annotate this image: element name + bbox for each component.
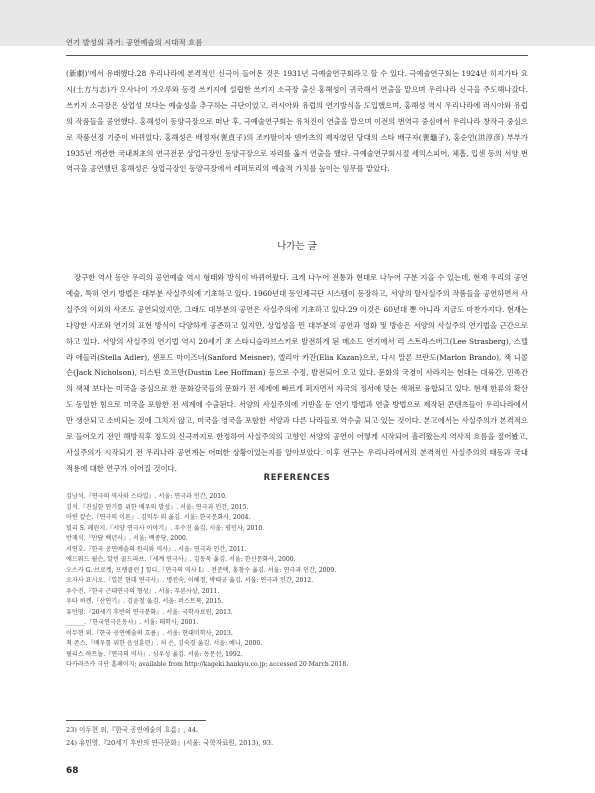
reference-item: 필리스 하트놀.『연극의 역사』. 심우성 옮김. 서울: 동문선, 1992.	[66, 650, 243, 658]
reference-item: 김남석.『연극의 역사와 스타일』. 서울: 연극과 인간, 2010.	[66, 493, 227, 500]
reference-item: 서연호.『한국 공연예술의 원리와 역사』. 서울: 연극과 인간, 2011.	[66, 545, 247, 553]
page-number: 68	[66, 766, 79, 776]
reference-item: ______.『한국연극운동사』. 서울: 태학사, 2001.	[66, 619, 199, 626]
footnotes-list	[66, 724, 528, 749]
reference-item: 에드워드 윌슨, 알빈 골드파브.『세계 연극사』. 김동욱 옮김. 서울: 한신문화사, 2000.	[66, 556, 296, 563]
header-rule	[66, 55, 528, 56]
reference-item: 빌리 S. 페린지.『서양 연극사 이야기』. 우수진 옮김. 서울: 평민사, 2010.	[66, 524, 265, 532]
running-head: 연기 발성의 과거: 공연예술의 시대적 흐름	[66, 38, 203, 47]
reference-item: 다카라즈카 극단 홈페이지; available from http://kageki.hankyu.co.jp; accessed 20 March 2018.	[66, 661, 349, 668]
references-list	[66, 492, 528, 671]
reference-item: 유민영.『20세기 후반의 연극문화』. 서울: 국학자료원, 2013.	[66, 608, 233, 616]
references-heading: REFERENCES	[263, 472, 331, 482]
footnote-rule	[66, 720, 206, 721]
reference-item: 마빈 칼슨.『연극의 이론』. 김익두 외 옮김. 서울: 한국문화사, 2004.	[66, 514, 251, 521]
reference-item: 반재식.『만담 백년사』. 서울: 백중당, 2000.	[66, 535, 188, 542]
section-title: 나가는 글	[277, 241, 317, 252]
reference-item: 오자사 요시오.『일본 현대 연극사』. 명진숙, 이혜정, 박태규 옮김. 서울: 연극과 인간, 2012.	[66, 577, 314, 584]
body-paragraph-2: 장구한 역사 동안 우리의 공연예술 역시 형태와 방식이 바뀌어왔다. 크게 나누어 전통과 현대로 나누어 구분 지을 수 있는데, 현재 우리의 공연 예술, 특히 연기 방법은 대부분 사실주의에 기초하고 있다. 1960년대 동인제극단 시스템이 등장하고, 서양의 탈사실주의 작품들을 공연하면서 사실주의 이외의 사조도 공연되었지만, 그래도 대부분의 공연은 사실주의에 기초하고 있다.29 이것은 60년대 뿐 아니라 지금도 마찬가지다. 현재는 다양한 사조와 연기의 표현 방식이 다양하게 공존하고 있지만, 상업성을 띈 대부분의 공연과 영화 및 방송은 서양의 사실주의 연기법을 근간으로 하고 있다. 서양의 사실주의 연기법 역시 20세기 초 스타니슬라브스키로 발전하게 된 메소드 연기에서 리 스트라스버그(Lee Strasberg), 스텔라 애들러(Stella Adler), 샌포드 마이즈너(Sanford Meisner), 엘리아 카잔(Elia Kazan)으로, 다시 말론 브란도(Marlon Brando), 잭 니콜슨(Jack Nicholson), 더스틴 호프만(Dustin Lee Hoffman) 등으로 수정, 발전되어 오고 있다. 문화의 국경이 사라지는 현대는 대륙간, 민족간의 색체 보다는 미국을 중심으로 한 문화강국들의 문화가 전 세계에 빠르게 퍼지면서 자국의 정서에 맞는 색채로 융합되고 있다. 현재 한류의 확산도 동일한 힘으로 미국을 포함한 전 세계에 수출된다. 서양의 사실주의에 기반을 둔 연기 방법과 연출 방법으로 제작된 콘텐츠들이 우리나라에서만 생산되고 소비되는 것에 그치지 않고, 미국을 영국을 포함한 서양과 다른 나라들로 역수출 되고 있는 것이다. 본고에서는 사실주의가 본격적으로 들어오기 전인 해방직후 정도의 신극까지로 한정하여 사실주의의 고향인 서양의 공연이 어떻게 시작되어 흘러왔는지 역사적 흐름을 짚어봤고, 사실주의가 시작되기 전 우리나라 공연계는 어떠한 상황이었는지를 알아보았다. 이후 연구는 우리나라에서의 본격적인 사실주의의 태동과 국내 적용에 대한 연구가 이어질 것이다.	[66, 273, 528, 473]
reference-item: 우수진.『한국 근대연극의 형성』. 서울: 푸른사상, 2011.	[66, 587, 220, 595]
reference-item: 오스카 G. 브로켓, 프랭클린 J 힐디.『연극의 역사 I』. 전준택, 홍창수 옮김. 서울: 연극과 인간, 2009.	[66, 566, 337, 574]
reference-item: 우타 하겐.『산연기』. 김윤철 옮김. 서울: 퍼스트북, 2015.	[66, 598, 224, 605]
reference-item: 이두현 외.『한국 공연예술의 흐름』. 서울: 현대미학사, 2013.	[66, 629, 233, 637]
footnote-item: 23) 이두현 외,『한국 공연예술의 흐름』, 44.	[66, 726, 199, 734]
body-paragraph-1: (新劇)'에서 유래했다.28 우리나라에 본격적인 신극이 들어온 것은 1931년 극예술연구회라고 할 수 있다. 극예술연구회는 1924년 히지가타 요시(土方与志)가 오사나이 가오루와 동경 쓰키지에 설립한 쓰키지 소극장 출신 홍해성이 귀국해서 연출을 맡으며 우리나라 신극을 주도해나갔다. 쓰키지 소극장은 상업성 보다는 예술성을 추구하는 극단이었고, 러시아와 유럽의 연기방식을 도입했으며, 홍해성 역시 우리나라에 러시아와 유럽의 작품들을 공연했다. 홍해성이 동양극장으로 떠난 후, 극예술연구회는 유치진이 연출을 맡으며 이전의 번역극 중심에서 우리나라 창작극 중심으로 작품선정 기준이 바뀌었다. 홍해성은 배정자(裵貞子)의 조카딸이자 덴카츠의 제자였던 당대의 스타 배구자(裵龜子), 홍순언(洪淳彦) 부부가 1935년 개관한 국내최초의 연극전문 상업극장인 동양극장으로 자리를 옮겨 연출을 했다. 극예술연구회시절 세익스피어, 체홉, 입센 등의 서양 번역극을 공연했던 홍해성은 상업극장인 동양극장에서 레퍼토리의 예술적 가치를 높이는 임무를 맡았다.	[66, 69, 528, 174]
footnote-item: 24) 유민영,『20세기 후반의 연극문화』(서울: 국학자료원, 2013), 93.	[66, 738, 274, 747]
reference-item: 김석.『진실한 연기를 위한 배우의 발성』. 서울: 연극과 인간, 2015.	[66, 503, 249, 511]
reference-item: 척 존스.『배우를 위한 음성훈련』. 허 은, 김숙경 옮김. 서울: 예니, 2000.	[66, 640, 263, 647]
